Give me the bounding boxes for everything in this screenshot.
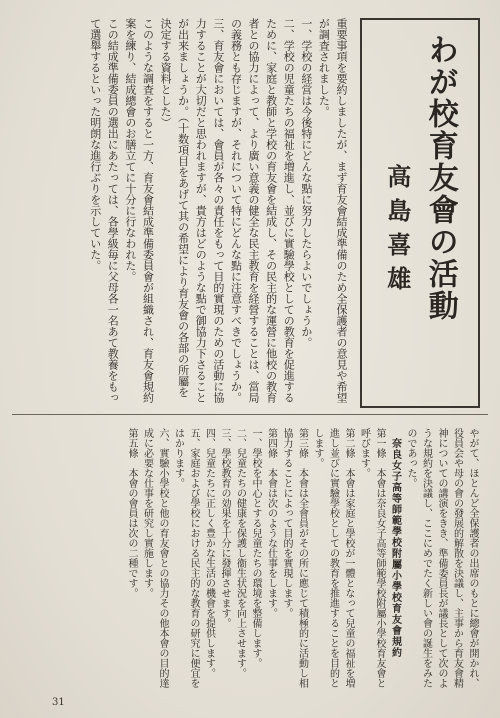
rule-item: 三、學校教育の効果を十分に發揮させます。 [219, 428, 230, 628]
top-paragraph: 一、学校の経営は今後特にどんな點に努力したらよいでしょうか。 [299, 18, 313, 348]
top-paragraph: 二、学校の児童たちの福祉を増進し、並びに實驗學校としての教育を促進するために、家庭と教師と学校の育友會を結成し、その民主的な運營に他校の教育者との協力によって、より廣い意義の健全な民主教育を経營することは、當局の義務とも存じますが、それについて特にどんな點に注意すべきでしょうか。 [229, 18, 296, 403]
rules-heading: 奈良女子高等師範學校附屬小學校育友會規約 [389, 438, 401, 658]
bottom-paragraph: やがて、ほとんど全保護者の出席のもとに總會が開かれ、役員会や母の會の發展的解散を決議し、主事から育友會精神についての講演をきき、準備委員長が議長として次のような規約を決議し、ここにめでたく新しい會の誕生をみたのであった。 [405, 428, 478, 688]
rule-article: 第五條 本會の會員は次の二種です。 [126, 428, 137, 598]
rule-article: 第一條 本會は奈良女子高等師範學校附屬小學校育友會と呼びます。 [358, 428, 385, 688]
bottom-body-text [20, 428, 480, 688]
top-body-text [50, 18, 350, 408]
rule-item: 四、兒童たちに正しく豊かな生活の機會を提供します。 [203, 428, 215, 678]
rule-item: 一、學校を中心とする兒童たちの環境を整備します。 [250, 428, 261, 668]
rule-article: 第四條 本會は次のような仕事をします。 [265, 428, 277, 618]
top-paragraph: このような調査をすると一方、育友會結成準備委員會が組織され、育友會規約案を練り、結成總會のお膳立てに十分に行なわれた。 [123, 18, 155, 403]
page-number: 31 [52, 697, 65, 708]
top-paragraph: この結成準備委員の選出にあたっては、各學級毎に父母各一名あて教養をもって選舉するといった明朗な進行ぶりを示していた。 [88, 18, 120, 403]
article-title: わが校育友會の活動 [422, 34, 458, 322]
top-paragraph: 重要事項を要約しましたが、まず育友會結成準備のため全保護者の意見や希望が調査されました。 [317, 18, 348, 403]
author-name: 高島喜雄 [382, 164, 412, 300]
rule-item: 二、兒童たちの健康を保護し衞生状況を向上させます。 [234, 428, 246, 678]
rule-article: 第二條 本會は家庭と學校が一體となって兒童の福祉を増進し並びに實驗學校としての教育を推進することを目的とします。 [312, 428, 354, 688]
title-box [360, 18, 480, 408]
rule-article: 第三條 本會は全會員がその所に應じて積極的に活動し相協力することによって目的を實現します。 [281, 428, 308, 688]
top-paragraph: 三、育友會においては、會員が各々の責任をもって目的實現のための活動に協力することが大切だと思われますが、貴方はどのような點で御協力下さることが出来ましょうか。（十数項目をあげて其の希望により育友會の各部の所屬を決定する資料とした） [159, 18, 225, 403]
rule-item: 五、家庭および學校における民主的な教育の研究に便宜をはかります。 [172, 428, 199, 688]
section-divider [12, 414, 488, 415]
rule-item: 六、實驗小學校と他の育友會との協力その他本會の目的達成に必要な仕事を研究し實施します。 [141, 428, 168, 688]
